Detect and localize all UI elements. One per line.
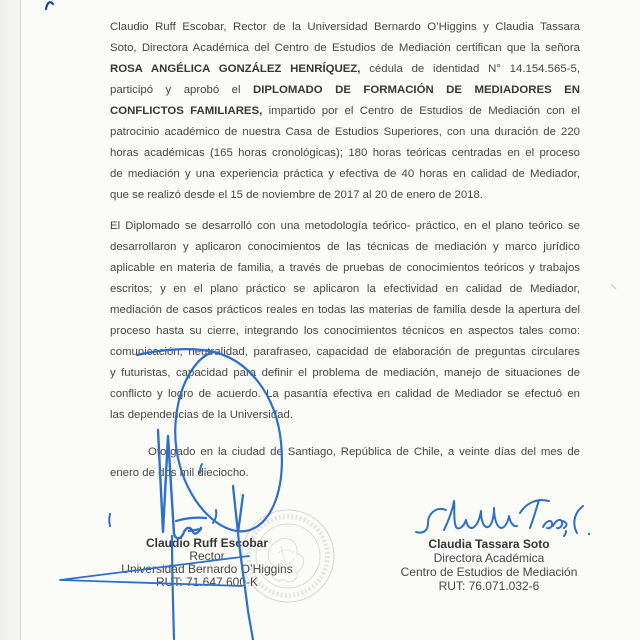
signatory-left-name: Claudio Ruff Escobar — [145, 536, 268, 550]
text-line: El Diplomado se desarrolló con una metodología teórico- práctico, en el plano teórico se — [110, 220, 580, 232]
text-line: mediación de casos prácticos reales en todas las materias de familia desde la apertura del — [110, 304, 580, 316]
signatory-right-role: Directora Académica — [433, 551, 545, 565]
signatory-block-left — [112, 537, 302, 589]
text-line: que se realizó desde el 15 de noviembre de 2017 al 20 de enero de 2018. — [110, 189, 484, 201]
signatory-right-rut: RUT: 76.071.032-6 — [438, 579, 540, 593]
signatory-left-role: Rector — [189, 549, 225, 563]
certificate-body-text — [110, 17, 580, 484]
signatory-right-org: Centro de Estudios de Mediación — [400, 565, 578, 579]
text-line: las dependencias de la Universidad. — [110, 409, 294, 421]
scan-speck — [611, 284, 616, 289]
paragraph — [110, 216, 580, 426]
text-line: Soto, Directora Académica del Centro de Estudios de Mediación certifican que la señora — [110, 42, 580, 54]
signatory-right-name: Claudia Tassara Soto — [428, 537, 550, 551]
text-line: horas académicas (165 horas cronológicas); 180 horas teóricas centradas en el proceso — [110, 147, 580, 159]
text-line: enero de dos mil dieciocho. — [110, 467, 249, 479]
text-line: participó y aprobó el DIPLOMADO DE FORMACIÓN DE MEDIADORES EN — [110, 84, 580, 96]
text-line: CONFLICTOS FAMILIARES, impartido por el Centro de Estudios de Mediación con el — [110, 105, 580, 117]
signatory-block-right — [394, 537, 584, 593]
text-line: desarrollaron y aplicaron conocimientos de las técnicas de mediación y marco jurídico — [110, 241, 580, 253]
text-line: conflicto y logro de acuerdo. La pasantía efectiva en calidad de Mediador se efectuó en — [110, 388, 580, 400]
text-line: ROSA ANGÉLICA GONZÁLEZ HENRÍQUEZ, cédula de identidad N° 14.154.565-5, — [110, 63, 580, 75]
text-line: escritos; y en el plano práctico se aplicaron la efectividad en calidad de Mediador, — [110, 283, 580, 295]
pen-tick-mark — [46, 2, 53, 9]
text-line: patrocinio académico de nuestra Casa de Estudios Superiores, con una duración de 220 — [110, 126, 580, 138]
paragraph — [110, 17, 580, 206]
text-line: proceso hasta su cierre, integrando los conocimientos técnicos en aspectos tales como: — [110, 325, 580, 337]
text-line: Claudio Ruff Escobar, Rector de la Universidad Bernardo O’Higgins y Claudia Tassara — [110, 21, 580, 33]
text-line: Otorgado en la ciudad de Santiago, República de Chile, a veinte días del mes de — [148, 446, 580, 458]
text-line: aplicable en materia de familia, a través de pruebas de conocimientos teóricos y trabajos — [110, 262, 580, 274]
signatory-left-org: Universidad Bernardo O’Higgins — [121, 562, 293, 576]
signature-ink-claudia — [416, 500, 590, 536]
paragraph — [110, 442, 580, 484]
text-line: comunicación, neutralidad, parafraseo, capacidad de elaboración de preguntas circulares — [110, 346, 580, 358]
text-line: y futuristas, capacidad para definir el problema de mediación, manejo de situaciones de — [110, 367, 580, 379]
scan-edge-artifact — [0, 0, 21, 640]
signatory-left-rut: RUT: 71.647.600-K — [155, 575, 259, 589]
text-line: de mediación y una experiencia práctica y efectiva de 40 horas en calidad de Mediador, — [110, 168, 580, 180]
